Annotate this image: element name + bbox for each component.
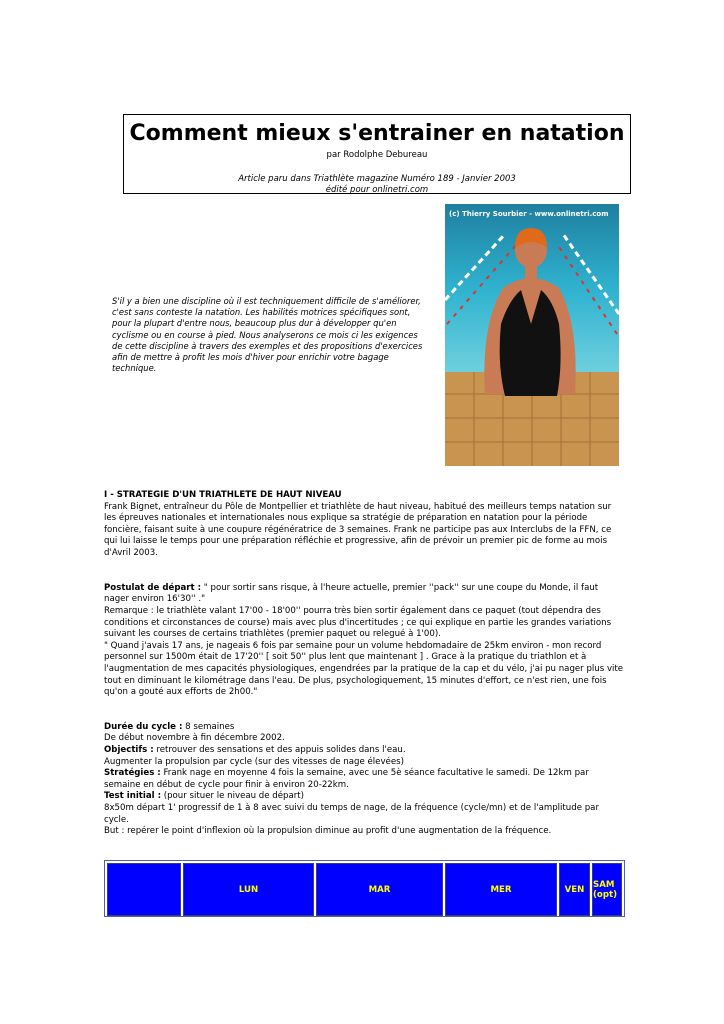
article-body: [104, 490, 624, 873]
strategies-label: Stratégies :: [104, 768, 161, 779]
objectifs-value: retrouver des sensations et des appuis solides dans l'eau.: [153, 745, 406, 756]
cycle-dates: De début novembre à fin décembre 2002.: [104, 733, 285, 744]
strategies-line: [104, 768, 624, 791]
schedule-header-sam: SAM (opt): [592, 863, 622, 916]
publication-line-2: édité pour onlinetri.com: [325, 185, 429, 195]
publication-info: [124, 174, 630, 196]
schedule-header-mar: MAR: [316, 863, 443, 916]
article-title: Comment mieux s'entrainer en natation: [129, 121, 625, 146]
objectifs-line-2: Augmenter la propulsion par cycle (sur des vitesses de nage élevées): [104, 756, 404, 767]
swimmer-illustration: [445, 204, 619, 466]
article-header: [123, 114, 631, 194]
postulat-quote: " Quand j'avais 17 ans, je nageais 6 fois par semaine pour un volume hebdomadaire de 25km environ - mon record personnel sur 1500m était de 17'20'' [ soit 50'' plus lent que maintenant ] . Grace à la pratique du triathlon et à l'augmentation de mes capacités physiologiques, engendrées par la pratique de la cap et du vélo, j'ai pu nager plus vite tout en diminuant le kilométrage dans l'eau. De plus, psychologiquement, 15 minutes d'effort, ce n'est rien, une fois qu'on a gouté aux efforts de 2h00.": [104, 640, 624, 698]
intro-paragraph: S'il y a bien une discipline où il est techniquement difficile de s'améliorer, c'est sans conteste la natation. Les habilités motrices spécifiques sont, pour la plupart d'entre nous, beaucoup plus dur à développer qu'en cyclisme ou en course à pied. Nous analyserons ce mois ci les exigences de cette discipline à travers des exemples et des propositions d'exercices afin de mettre à profit les mois d'hiver pour enrichir votre bagage technique.: [112, 296, 423, 374]
postulat-remark: Remarque : le triathlète valant 17'00 - 18'00'' pourra très bien sortir également dans ce paquet (tout dépendra des conditions et circonstances de course) mais avec plus d'incertitudes ; ce qui explique en partie les grandes variations suivant les courses de certains triathlètes (premier paquet ou relegué à 1'00).: [104, 605, 612, 640]
article-author: par Rodolphe Debureau: [326, 150, 428, 160]
schedule-header-blank: [107, 863, 181, 916]
but-line: But : repérer le point d'inflexion où la propulsion diminue au profit d'une augmentation de la fréquence.: [104, 826, 552, 837]
section-heading: I - STRATEGIE D'UN TRIATHLETE DE HAUT NIVEAU: [104, 490, 342, 500]
test-label: Test initial :: [104, 791, 161, 802]
duree-label: Durée du cycle :: [104, 721, 183, 732]
strategies-value: Frank nage en moyenne 4 fois la semaine, avec une 5è séance facultative le samedi. De 12km par semaine en début de cycle pour finir à environ 20-22km.: [104, 768, 589, 790]
test-line-2: 8x50m départ 1' progressif de 1 à 8 avec suivi du temps de nage, de la fréquence (cycle/mn) et de l'amplitude par cycle.: [104, 803, 599, 825]
schedule-header-mer: MER: [445, 863, 557, 916]
objectifs-line: [104, 745, 624, 757]
postulat-paragraph: [104, 583, 624, 606]
postulat-label: Postulat de départ :: [104, 582, 202, 593]
photo-watermark: (c) Thierry Sourbier - www.onlinetri.com: [449, 210, 609, 218]
schedule-header-ven: VEN: [559, 863, 590, 916]
schedule-table: [104, 860, 625, 917]
duree-value: 8 semaines: [182, 721, 235, 732]
schedule-header-lun: LUN: [183, 863, 314, 916]
swimmer-photo: [445, 204, 619, 466]
section-intro-text: Frank Bignet, entraîneur du Pôle de Montpellier et triathlète de haut niveau, habitué des meilleurs temps natation sur les épreuves nationales et internationales nous explique sa stratégie de préparation en natation pour la période foncière, faisant suite à une coupure régénératrice de 3 semaines. Frank ne participe pas aux Interclubs de la FFN, ce qui lui laisse le temps pour une préparation réfléchie et progressive, afin de prévoir un premier pic de forme au mois d'Avril 2003.: [104, 501, 612, 558]
publication-line-1: Article paru dans Triathlète magazine Numéro 189 - Janvier 2003: [238, 174, 516, 184]
test-value: (pour situer le niveau de départ): [161, 791, 304, 802]
test-line: [104, 791, 624, 803]
objectifs-label: Objectifs :: [104, 745, 154, 756]
postulat-text: " pour sortir sans risque, à l'heure actuelle, premier ''pack'' sur une coupe du Monde, il faut nager environ 16'30'' .": [104, 582, 599, 605]
duree-line: [104, 722, 624, 734]
